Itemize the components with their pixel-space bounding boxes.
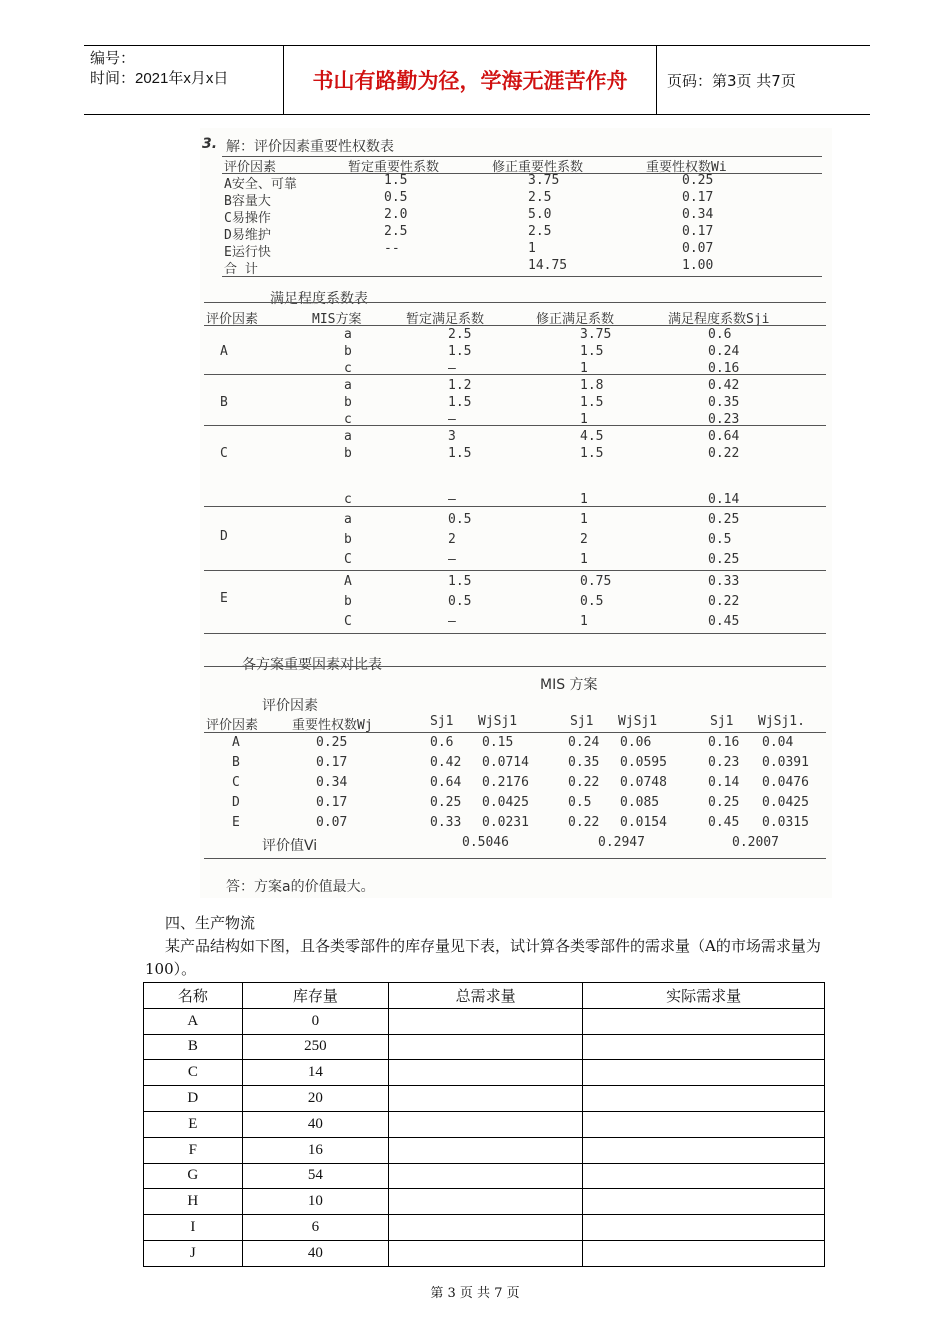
table-row <box>144 1137 825 1163</box>
compare-cell: 0.17 <box>316 795 348 810</box>
actual-demand-cell[interactable] <box>583 1137 825 1163</box>
satisfaction-cell: 0.22 <box>708 594 740 609</box>
answer-title: 解：评价因素重要性权数表 <box>226 139 394 155</box>
weight-cell: 2.5 <box>528 190 552 205</box>
total-demand-cell[interactable] <box>389 1060 583 1086</box>
compare-cell: A <box>232 735 240 750</box>
satisfaction-cell: 0.24 <box>708 344 740 359</box>
stock-cell: 10 <box>242 1189 388 1215</box>
weight-cell: 2.0 <box>384 207 408 222</box>
stock-cell: 250 <box>242 1034 388 1060</box>
part-name-cell: G <box>144 1163 243 1189</box>
weight-cell: E运行快 <box>224 245 271 260</box>
satisfaction-header: 满足程度系数Sji <box>668 312 770 327</box>
satisfaction-cell: 2.5 <box>448 327 472 342</box>
compare-cell: 0.34 <box>316 775 348 790</box>
satisfaction-cell: b <box>344 344 352 359</box>
compare-header: WjSj1 <box>618 714 658 729</box>
satisfaction-cell: — <box>448 412 456 427</box>
compare-cell: 0.42 <box>430 755 462 770</box>
satisfaction-cell: 0.16 <box>708 361 740 376</box>
col-header-stock: 库存量 <box>242 983 388 1009</box>
part-name-cell: J <box>144 1240 243 1266</box>
weight-header: 修正重要性系数 <box>492 160 584 175</box>
weight-cell: 0.5 <box>384 190 408 205</box>
satisfaction-cell: 0.75 <box>580 574 612 589</box>
table-rule <box>204 858 826 859</box>
satisfaction-cell: 0.22 <box>708 446 740 461</box>
total-demand-cell[interactable] <box>389 1163 583 1189</box>
compare-cell: 0.0231 <box>482 815 529 830</box>
satisfaction-cell: 0.45 <box>708 614 740 629</box>
satisfaction-cell: — <box>448 552 456 567</box>
satisfaction-cell: b <box>344 446 352 461</box>
number-label: 编号： <box>90 50 136 67</box>
satisfaction-header: 修正满足系数 <box>536 312 615 327</box>
satisfaction-cell: c <box>344 412 352 427</box>
compare-cell: 0.04 <box>762 735 794 750</box>
weight-cell: A安全、可靠 <box>224 177 297 192</box>
table-row <box>144 1215 825 1241</box>
inventory-table <box>143 982 825 1267</box>
page-footer: 第 3 页 共 7 页 <box>430 1286 520 1301</box>
compare-cell: B <box>232 755 240 770</box>
satisfaction-cell: 0.25 <box>708 552 740 567</box>
total-demand-cell[interactable] <box>389 1189 583 1215</box>
problem-text: 某产品结构如下图，且各类零部件的库存量见下表，试计算各类零部件的需求量（A的市场需求量为100）。 <box>145 937 821 978</box>
stock-cell: 0 <box>242 1008 388 1034</box>
compare-cell: 0.0476 <box>762 775 809 790</box>
compare-cell: 0.0714 <box>482 755 529 770</box>
section-heading: 四、生产物流 <box>165 914 256 932</box>
satisfaction-cell: 1.5 <box>448 446 472 461</box>
total-demand-cell[interactable] <box>389 1034 583 1060</box>
satisfaction-cell: 3.75 <box>580 327 612 342</box>
weight-header: 重要性权数Wi <box>646 160 727 175</box>
compare-cell: 0.45 <box>708 815 740 830</box>
part-name-cell: D <box>144 1086 243 1112</box>
stock-cell: 14 <box>242 1060 388 1086</box>
satisfaction-cell: C <box>344 614 352 629</box>
time-label: 时间：2021年x月x日 <box>90 70 229 87</box>
compare-cell: E <box>232 815 240 830</box>
evaluation-value: 0.5046 <box>462 835 509 850</box>
satisfaction-cell: 1 <box>580 361 588 376</box>
satisfaction-header: MIS方案 <box>312 312 362 327</box>
satisfaction-cell: 0.25 <box>708 512 740 527</box>
compare-header: WjSj1. <box>758 714 805 729</box>
satisfaction-cell: a <box>344 378 352 393</box>
satisfaction-title: 满足程度系数表 <box>270 291 368 307</box>
stock-cell: 6 <box>242 1215 388 1241</box>
table-rule <box>204 633 826 634</box>
weight-cell: 合 计 <box>224 262 258 277</box>
actual-demand-cell[interactable] <box>583 1111 825 1137</box>
table-row <box>144 1034 825 1060</box>
compare-cell: 0.5 <box>568 795 592 810</box>
stock-cell: 16 <box>242 1137 388 1163</box>
satisfaction-cell: 0.64 <box>708 429 740 444</box>
actual-demand-cell[interactable] <box>583 1086 825 1112</box>
compare-cell: 0.25 <box>430 795 462 810</box>
weight-cell: 0.25 <box>682 173 714 188</box>
factor-label: C <box>220 446 228 461</box>
compare-cell: 0.23 <box>708 755 740 770</box>
satisfaction-cell: 4.5 <box>580 429 604 444</box>
table-rule <box>222 276 822 277</box>
satisfaction-cell: 0.6 <box>708 327 732 342</box>
satisfaction-cell: a <box>344 327 352 342</box>
part-name-cell: B <box>144 1034 243 1060</box>
weight-cell: 1 <box>528 241 536 256</box>
compare-cell: 0.2176 <box>482 775 529 790</box>
weight-cell: 2.5 <box>528 224 552 239</box>
satisfaction-cell: b <box>344 395 352 410</box>
section-marker: 3. <box>202 136 218 152</box>
weight-cell: 1.5 <box>384 173 408 188</box>
satisfaction-cell: c <box>344 492 352 507</box>
table-rule <box>204 374 826 375</box>
compare-header: Sj1 <box>570 714 594 729</box>
table-rule <box>204 506 826 507</box>
stock-cell: 54 <box>242 1163 388 1189</box>
compare-cell: 0.22 <box>568 815 600 830</box>
satisfaction-header: 评价因素 <box>206 312 259 327</box>
compare-header: WjSj1 <box>478 714 518 729</box>
compare-cell: D <box>232 795 240 810</box>
table-row <box>144 1086 825 1112</box>
compare-cell: 0.085 <box>620 795 660 810</box>
satisfaction-cell: — <box>448 614 456 629</box>
total-demand-cell[interactable] <box>389 1240 583 1266</box>
actual-demand-cell[interactable] <box>583 1034 825 1060</box>
table-row <box>144 1240 825 1266</box>
weight-header: 暂定重要性系数 <box>348 160 440 175</box>
satisfaction-cell: c <box>344 361 352 376</box>
satisfaction-cell: 1.5 <box>448 574 472 589</box>
satisfaction-cell: 1.5 <box>580 446 604 461</box>
weight-cell: 2.5 <box>384 224 408 239</box>
satisfaction-cell: 1.5 <box>448 395 472 410</box>
weight-cell: 0.07 <box>682 241 714 256</box>
weight-cell: B容量大 <box>224 194 271 209</box>
weight-cell: C易操作 <box>224 211 271 226</box>
motto: 书山有路勤为径，学海无涯苦作舟 <box>284 46 657 114</box>
part-name-cell: C <box>144 1060 243 1086</box>
part-name-cell: H <box>144 1189 243 1215</box>
col-header-total-demand: 总需求量 <box>389 983 583 1009</box>
compare-cell: 0.14 <box>708 775 740 790</box>
table-row <box>144 1163 825 1189</box>
weight-cell: 0.17 <box>682 190 714 205</box>
satisfaction-cell: 1.8 <box>580 378 604 393</box>
stock-cell: 20 <box>242 1086 388 1112</box>
table-row <box>144 1111 825 1137</box>
satisfaction-cell: 1 <box>580 512 588 527</box>
weight-cell: 14.75 <box>528 258 568 273</box>
factor-label: D <box>220 529 228 544</box>
compare-header: Sj1 <box>430 714 454 729</box>
satisfaction-cell: a <box>344 429 352 444</box>
compare-cell: 0.25 <box>708 795 740 810</box>
value-label: 评价值Vi <box>262 838 318 854</box>
satisfaction-cell: — <box>448 361 456 376</box>
satisfaction-cell: 1.2 <box>448 378 472 393</box>
satisfaction-cell: 0.35 <box>708 395 740 410</box>
factor-label: E <box>220 591 228 606</box>
compare-cell: 0.64 <box>430 775 462 790</box>
compare-title: 各方案重要因素对比表 <box>242 657 382 673</box>
satisfaction-cell: 1.5 <box>580 395 604 410</box>
compare-header: Sj1 <box>710 714 734 729</box>
evaluation-value: 0.2007 <box>732 835 779 850</box>
compare-cell: 0.07 <box>316 815 348 830</box>
total-demand-cell[interactable] <box>389 1215 583 1241</box>
table-rule <box>222 173 822 174</box>
satisfaction-cell: 0.5 <box>448 594 472 609</box>
compare-factor-label: 评价因素 <box>262 698 318 714</box>
compare-cell: 0.16 <box>708 735 740 750</box>
satisfaction-cell: 2 <box>580 532 588 547</box>
satisfaction-cell: b <box>344 532 352 547</box>
actual-demand-cell[interactable] <box>583 1240 825 1266</box>
part-name-cell: E <box>144 1111 243 1137</box>
total-demand-cell[interactable] <box>389 1137 583 1163</box>
actual-demand-cell[interactable] <box>583 1060 825 1086</box>
col-header-actual-demand: 实际需求量 <box>583 983 825 1009</box>
col-header-name: 名称 <box>144 983 243 1009</box>
satisfaction-cell: 0.5 <box>580 594 604 609</box>
satisfaction-cell: 1.5 <box>580 344 604 359</box>
compare-cell: 0.0154 <box>620 815 667 830</box>
satisfaction-cell: — <box>448 492 456 507</box>
table-row <box>144 1008 825 1034</box>
part-name-cell: F <box>144 1137 243 1163</box>
satisfaction-cell: 0.14 <box>708 492 740 507</box>
scanned-answer-image <box>200 128 832 898</box>
compare-cell: 0.06 <box>620 735 652 750</box>
weight-cell: 1.00 <box>682 258 714 273</box>
satisfaction-cell: a <box>344 512 352 527</box>
satisfaction-cell: 3 <box>448 429 456 444</box>
satisfaction-cell: 0.33 <box>708 574 740 589</box>
page-info: 页码：第3页 共7页 <box>667 71 796 90</box>
compare-cell: 0.0595 <box>620 755 667 770</box>
actual-demand-cell[interactable] <box>583 1008 825 1034</box>
satisfaction-cell: A <box>344 574 352 589</box>
part-name-cell: A <box>144 1008 243 1034</box>
table-rule <box>204 570 826 571</box>
satisfaction-cell: 1 <box>580 412 588 427</box>
satisfaction-cell: b <box>344 594 352 609</box>
table-rule <box>204 325 826 326</box>
conclusion: 答：方案a的价值最大。 <box>226 879 375 895</box>
stock-cell: 40 <box>242 1111 388 1137</box>
compare-cell: 0.6 <box>430 735 454 750</box>
compare-cell: 0.24 <box>568 735 600 750</box>
satisfaction-cell: 1.5 <box>448 344 472 359</box>
compare-cell: 0.22 <box>568 775 600 790</box>
weight-cell: 3.75 <box>528 173 560 188</box>
table-rule <box>204 425 826 426</box>
actual-demand-cell[interactable] <box>583 1189 825 1215</box>
satisfaction-cell: 1 <box>580 492 588 507</box>
compare-cell: C <box>232 775 240 790</box>
part-name-cell: I <box>144 1215 243 1241</box>
satisfaction-cell: 0.5 <box>708 532 732 547</box>
weight-cell: 0.17 <box>682 224 714 239</box>
mis-label: MIS 方案 <box>540 677 598 693</box>
factor-label: B <box>220 395 228 410</box>
compare-header: 评价因素 <box>206 718 259 733</box>
satisfaction-cell: C <box>344 552 352 567</box>
satisfaction-cell: 0.23 <box>708 412 740 427</box>
compare-cell: 0.0425 <box>482 795 529 810</box>
actual-demand-cell[interactable] <box>583 1163 825 1189</box>
evaluation-value: 0.2947 <box>598 835 645 850</box>
satisfaction-cell: 2 <box>448 532 456 547</box>
satisfaction-cell: 1 <box>580 552 588 567</box>
page-header <box>84 45 870 115</box>
inventory-header-row <box>144 983 825 1009</box>
compare-cell: 0.35 <box>568 755 600 770</box>
weight-header: 评价因素 <box>224 160 277 175</box>
satisfaction-header: 暂定满足系数 <box>406 312 485 327</box>
table-row <box>144 1189 825 1215</box>
actual-demand-cell[interactable] <box>583 1215 825 1241</box>
compare-cell: 0.33 <box>430 815 462 830</box>
stock-cell: 40 <box>242 1240 388 1266</box>
weight-cell: -- <box>384 241 400 256</box>
weight-cell: D易维护 <box>224 228 271 243</box>
total-demand-cell[interactable] <box>389 1008 583 1034</box>
compare-cell: 0.15 <box>482 735 514 750</box>
compare-header: 重要性权数Wj <box>292 718 373 733</box>
header-left <box>84 46 284 114</box>
compare-cell: 0.0748 <box>620 775 667 790</box>
compare-cell: 0.17 <box>316 755 348 770</box>
factor-label: A <box>220 344 228 359</box>
table-rule <box>204 666 826 667</box>
compare-cell: 0.0391 <box>762 755 809 770</box>
table-row <box>144 1060 825 1086</box>
compare-cell: 0.0425 <box>762 795 809 810</box>
total-demand-cell[interactable] <box>389 1086 583 1112</box>
satisfaction-cell: 1 <box>580 614 588 629</box>
satisfaction-cell: 0.42 <box>708 378 740 393</box>
compare-cell: 0.25 <box>316 735 348 750</box>
weight-cell: 0.34 <box>682 207 714 222</box>
table-rule <box>204 302 826 303</box>
compare-cell: 0.0315 <box>762 815 809 830</box>
table-rule <box>204 732 826 733</box>
satisfaction-cell: 0.5 <box>448 512 472 527</box>
weight-cell: 5.0 <box>528 207 552 222</box>
total-demand-cell[interactable] <box>389 1111 583 1137</box>
